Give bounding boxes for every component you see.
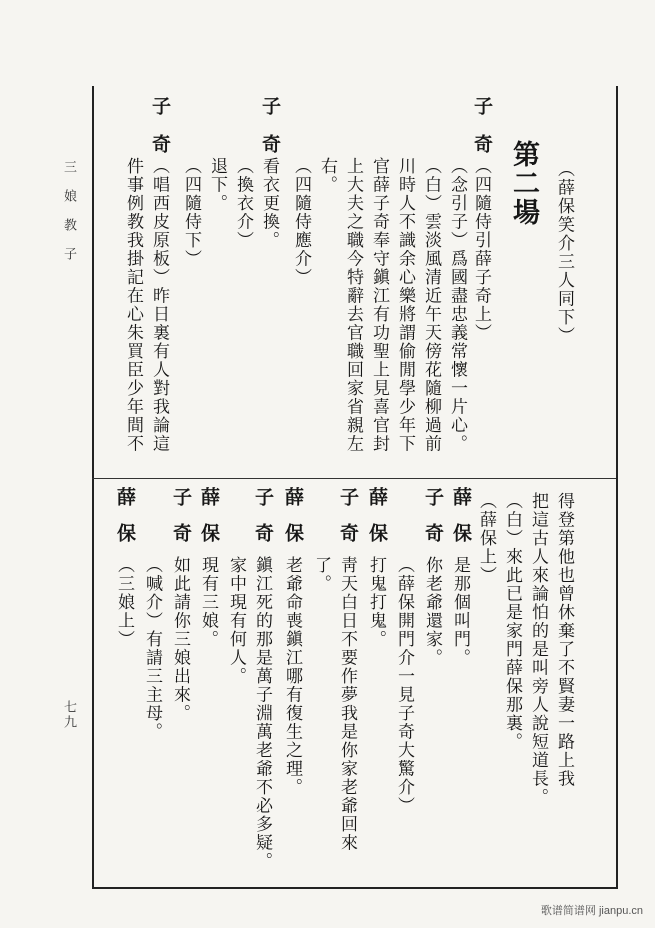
script-line: （三娘上） xyxy=(114,556,134,649)
script-line: 把這古人來論怕的是叫旁人說短道長。 xyxy=(528,492,548,807)
speaker-label: 奇 xyxy=(252,523,274,556)
script-line: 你老爺還家。 xyxy=(422,556,442,667)
script-line: 看衣更換。 xyxy=(259,157,279,250)
speaker-label: 薛 xyxy=(282,487,304,520)
speaker-label: 奇 xyxy=(170,523,192,556)
script-line: 鎭江死的那是萬子淵萬老爺不必多疑。 xyxy=(252,556,272,871)
speaker-label: 薛 xyxy=(450,487,472,520)
script-line: （四隨侍應介） xyxy=(291,157,311,287)
page-number: 七九 xyxy=(61,700,76,730)
script-line: 川時人不識余心樂將謂偷閒學少年下 xyxy=(395,157,415,453)
script-line: （四隨侍下） xyxy=(181,157,201,268)
script-line: 件事例教我掛記在心朱買臣少年間不 xyxy=(123,157,143,453)
speaker-label: 子 xyxy=(170,487,192,520)
speaker-label: 子 xyxy=(337,487,359,520)
script-line: 右。 xyxy=(317,157,337,194)
script-line: 老爺命喪鎭江哪有復生之理。 xyxy=(282,556,302,797)
speaker-label: 子 xyxy=(471,96,493,129)
speaker-label: 保 xyxy=(198,523,220,556)
speaker-label: 保 xyxy=(450,523,472,556)
section-divider xyxy=(92,478,616,479)
speaker-label: 保 xyxy=(282,523,304,556)
speaker-label: 奇 xyxy=(259,134,281,167)
speaker-label: 保 xyxy=(114,523,136,556)
speaker-label: 薛 xyxy=(114,487,136,520)
speaker-label: 子 xyxy=(149,96,171,129)
speaker-label: 薛 xyxy=(366,487,388,520)
script-line: 家中現有何人。 xyxy=(226,556,246,686)
script-line: 靑天白日不要作夢我是你家老爺回來 xyxy=(337,556,357,852)
script-line: （薛保上） xyxy=(476,492,496,585)
script-line: 是那個叫門。 xyxy=(450,556,470,667)
scene-title: 第二場 xyxy=(508,140,539,227)
script-line: （薛保笑介三人同下） xyxy=(554,160,574,345)
script-line: （唱西皮原板）昨日裏有人對我論這 xyxy=(149,157,169,453)
script-line: （喊介）有請三主母。 xyxy=(142,556,162,741)
script-line: 得登第他也曾休棄了不賢妻一路上我 xyxy=(554,492,574,788)
script-line: （白）來此已是家門薛保那裏。 xyxy=(502,492,522,751)
script-line: 退下。 xyxy=(207,157,227,213)
watermark: 歌谱简谱网 jianpu.cn xyxy=(540,905,643,917)
script-line: （白）雲淡風清近午天傍花隨柳過前 xyxy=(421,157,441,453)
script-line: （薛保開門介一見子奇大驚介） xyxy=(394,556,414,815)
script-line: 了。 xyxy=(311,556,331,593)
speaker-label: 子 xyxy=(259,96,281,129)
speaker-label: 奇 xyxy=(337,523,359,556)
script-line: （念引子）爲國盡忠義常懷一片心。 xyxy=(447,157,467,453)
script-line: （四隨侍引薛子奇上） xyxy=(471,157,491,342)
speaker-label: 保 xyxy=(366,523,388,556)
script-line: 現有三娘。 xyxy=(198,556,218,649)
script-line: 打鬼打鬼。 xyxy=(366,556,386,649)
speaker-label: 子 xyxy=(422,487,444,520)
script-line: 官薛子奇奉守鎭江有功聖上見喜官封 xyxy=(369,157,389,453)
script-line: 上大夫之職今特辭去官職回家省親左 xyxy=(343,157,363,453)
script-line: （換衣介） xyxy=(233,157,253,250)
speaker-label: 子 xyxy=(252,487,274,520)
running-head: 三娘教子 xyxy=(61,160,76,276)
speaker-label: 奇 xyxy=(149,134,171,167)
speaker-label: 奇 xyxy=(471,134,493,167)
speaker-label: 奇 xyxy=(422,523,444,556)
script-line: 如此請你三娘出來。 xyxy=(170,556,190,723)
speaker-label: 薛 xyxy=(198,487,220,520)
